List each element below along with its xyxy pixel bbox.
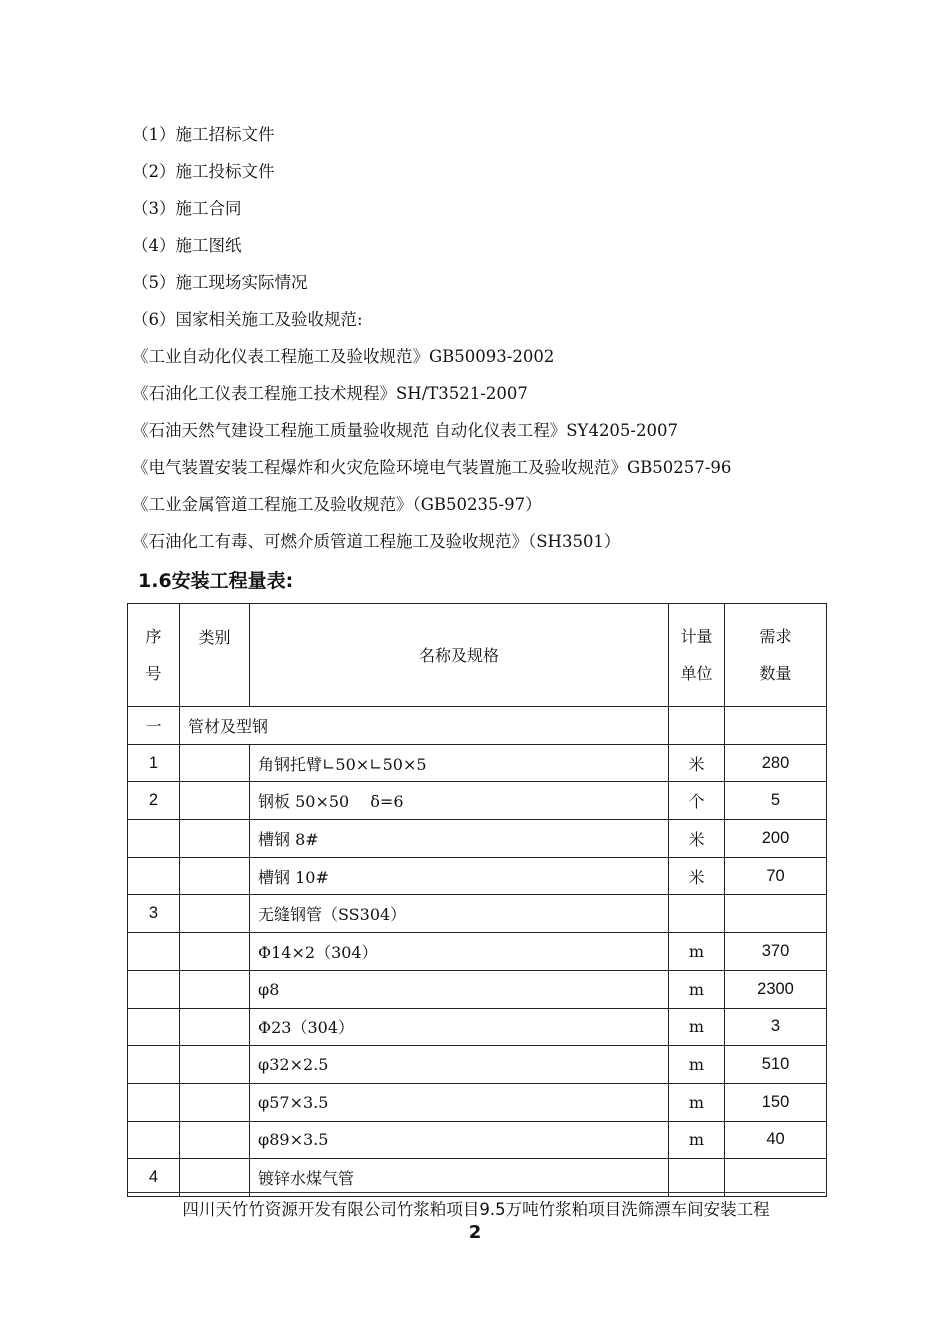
reference-list <box>132 122 852 566</box>
row-name: Φ23（304） <box>250 1008 669 1046</box>
standard-item: 《石油天然气建设工程施工质量验收规范 自动化仪表工程》SY4205-2007 <box>132 421 678 440</box>
standard-item: 《电气装置安装工程爆炸和火灾危险环境电气装置施工及验收规范》GB50257-96 <box>132 458 732 477</box>
row-name: Φ14×2（304） <box>250 933 669 971</box>
row-unit <box>669 1159 725 1197</box>
table-group-row <box>128 707 827 745</box>
standard-item: 《石油化工有毒、可燃介质管道工程施工及验收规范》（SH3501） <box>132 532 621 551</box>
reference-item: （1）施工招标文件 <box>132 125 275 144</box>
group-qty <box>725 707 827 745</box>
header-name: 名称及规格 <box>250 604 669 707</box>
row-qty: 370 <box>725 933 827 971</box>
row-name: φ89×3.5 <box>250 1121 669 1159</box>
footer-project-name: 四川天竹竹资源开发有限公司竹浆粕项目9.5万吨竹浆粕项目洗筛漂车间安装工程 <box>182 1200 770 1219</box>
row-qty: 150 <box>725 1083 827 1121</box>
standard-item: 《石油化工仪表工程施工技术规程》SH/T3521-2007 <box>132 384 528 403</box>
row-seq <box>128 1046 180 1084</box>
row-name: φ32×2.5 <box>250 1046 669 1084</box>
table-header-row <box>128 604 827 707</box>
group-unit <box>669 707 725 745</box>
row-name: 钢板 50×50 δ=6 <box>250 782 669 820</box>
row-category <box>180 782 250 820</box>
row-unit: 米 <box>669 820 725 858</box>
page-number: 2 <box>468 1222 482 1243</box>
row-unit: m <box>669 1008 725 1046</box>
row-qty: 70 <box>725 857 827 895</box>
row-category <box>180 1046 250 1084</box>
row-unit: 米 <box>669 857 725 895</box>
row-unit: m <box>669 1083 725 1121</box>
row-qty: 510 <box>725 1046 827 1084</box>
row-category <box>180 970 250 1008</box>
row-name: φ57×3.5 <box>250 1083 669 1121</box>
table-row <box>128 744 827 782</box>
row-qty: 3 <box>725 1008 827 1046</box>
row-category <box>180 744 250 782</box>
reference-item: （6）国家相关施工及验收规范: <box>132 310 363 329</box>
header-qty: 需求 数量 <box>725 604 827 707</box>
table-row <box>128 857 827 895</box>
row-category <box>180 820 250 858</box>
row-category <box>180 933 250 971</box>
row-seq <box>128 1121 180 1159</box>
table-row <box>128 1121 827 1159</box>
reference-item: （2）施工投标文件 <box>132 162 275 181</box>
table-row <box>128 1046 827 1084</box>
row-seq: 4 <box>128 1159 180 1197</box>
table-row <box>128 820 827 858</box>
reference-item: （3）施工合同 <box>132 199 242 218</box>
row-name: 角钢托臂∟50×∟50×5 <box>250 744 669 782</box>
group-category: 管材及型钢 <box>180 707 669 745</box>
row-name: 槽钢 8# <box>250 820 669 858</box>
row-unit: 个 <box>669 782 725 820</box>
row-seq: 2 <box>128 782 180 820</box>
row-seq <box>128 820 180 858</box>
reference-item: （5）施工现场实际情况 <box>132 273 308 292</box>
header-unit: 计量 单位 <box>669 604 725 707</box>
table-row <box>128 1083 827 1121</box>
standard-item: 《工业自动化仪表工程施工及验收规范》GB50093-2002 <box>132 347 555 366</box>
quantity-table <box>127 603 827 1197</box>
row-qty: 2300 <box>725 970 827 1008</box>
row-unit: m <box>669 1046 725 1084</box>
row-seq <box>128 1008 180 1046</box>
group-seq: 一 <box>128 707 180 745</box>
row-seq <box>128 933 180 971</box>
row-name: φ8 <box>250 970 669 1008</box>
row-category <box>180 857 250 895</box>
row-seq <box>128 970 180 1008</box>
row-category <box>180 895 250 933</box>
table-row <box>128 1159 827 1197</box>
row-name: 槽钢 10# <box>250 857 669 895</box>
row-qty: 40 <box>725 1121 827 1159</box>
footer-divider <box>127 1192 825 1193</box>
row-qty: 280 <box>725 744 827 782</box>
table-row <box>128 933 827 971</box>
reference-item: （4）施工图纸 <box>132 236 242 255</box>
section-title: 1.6安装工程量表: <box>138 570 294 592</box>
row-seq: 1 <box>128 744 180 782</box>
row-unit: 米 <box>669 744 725 782</box>
row-qty <box>725 895 827 933</box>
header-category: 类别 <box>180 604 250 707</box>
row-category <box>180 1159 250 1197</box>
row-seq: 3 <box>128 895 180 933</box>
row-unit: m <box>669 970 725 1008</box>
table-row <box>128 782 827 820</box>
table-row <box>128 895 827 933</box>
row-category <box>180 1121 250 1159</box>
row-unit: m <box>669 1121 725 1159</box>
row-category <box>180 1008 250 1046</box>
row-qty <box>725 1159 827 1197</box>
table-row <box>128 970 827 1008</box>
row-qty: 200 <box>725 820 827 858</box>
table-row <box>128 1008 827 1046</box>
row-name: 镀锌水煤气管 <box>250 1159 669 1197</box>
row-seq <box>128 857 180 895</box>
row-seq <box>128 1083 180 1121</box>
row-name: 无缝钢管（SS304） <box>250 895 669 933</box>
row-unit <box>669 895 725 933</box>
row-unit: m <box>669 933 725 971</box>
standard-item: 《工业金属管道工程施工及验收规范》（GB50235-97） <box>132 495 542 514</box>
row-qty: 5 <box>725 782 827 820</box>
header-seq: 序 号 <box>128 604 180 707</box>
row-category <box>180 1083 250 1121</box>
